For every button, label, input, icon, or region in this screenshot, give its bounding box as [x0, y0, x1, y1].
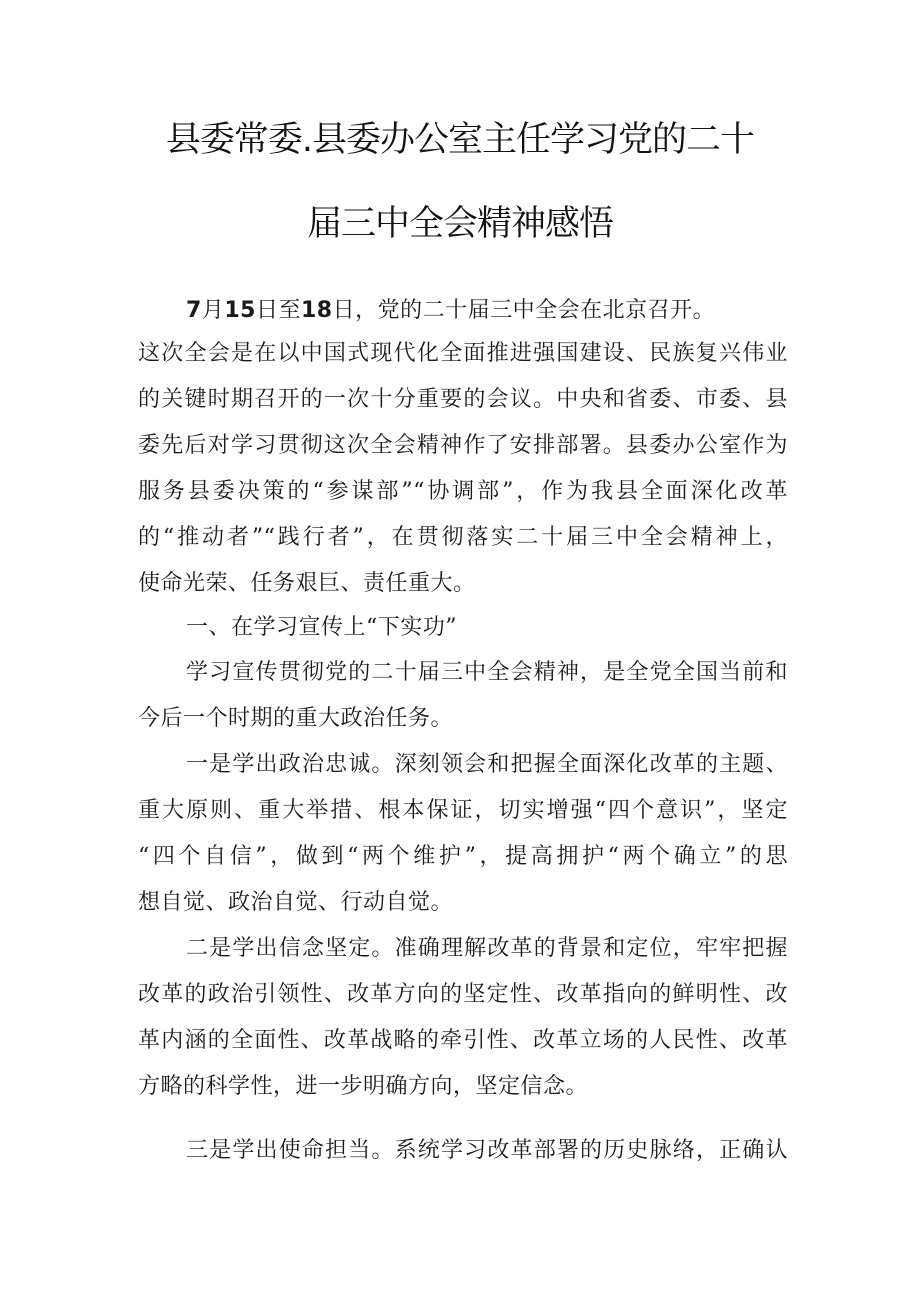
paragraph-1-line-7: 使命光荣、任务艰巨、责任重大。 — [138, 571, 476, 596]
document-title-line-1: 县委常委.县委办公室主任学习党的二十 — [165, 120, 755, 160]
paragraph-3-line-3: “四个自信”，做到“两个维护”，提高拥护“两个确立”的思 — [138, 844, 788, 869]
paragraph-4-line-2: 改革的政治引领性、改革方向的坚定性、改革指向的鲜明性、改 — [138, 982, 788, 1007]
section-heading-1: 一、在学习宣传上“下实功” — [186, 615, 457, 640]
paragraph-1-line-1 — [186, 296, 715, 326]
paragraph-3-line-1: 一是学出政治忠诚。深刻领会和把握全面深化改革的主题、 — [186, 752, 788, 777]
paragraph-1-line-6: 的“推动者”“践行者”，在贯彻落实二十届三中全会精神上， — [138, 525, 788, 550]
paragraph-3-line-4: 想自觉、政治自觉、行动自觉。 — [138, 890, 454, 915]
paragraph-1-line-2: 这次全会是在以中国式现代化全面推进强国建设、民族复兴伟业 — [138, 341, 788, 366]
text-segment: 月 — [201, 298, 225, 323]
date-end-day: 18 — [300, 298, 333, 323]
paragraph-1-line-3: 的关键时期召开的一次十分重要的会议。中央和省委、市委、县 — [138, 387, 788, 412]
paragraph-2-line-2: 今后一个时期的重大政治任务。 — [138, 706, 454, 731]
paragraph-4-line-4: 方略的科学性，进一步明确方向，坚定信念。 — [138, 1074, 589, 1099]
paragraph-5-line-1: 三是学出使命担当。系统学习改革部署的历史脉络，正确认 — [186, 1138, 788, 1163]
document-title-line-2: 届三中全会精神感悟 — [306, 204, 613, 244]
paragraph-4-line-1: 二是学出信念坚定。准确理解改革的背景和定位，牢牢把握 — [186, 936, 788, 961]
paragraph-3-line-2: 重大原则、重大举措、根本保证，切实增强“四个意识”，坚定 — [138, 798, 788, 823]
paragraph-1-line-4: 委先后对学习贯彻这次全会精神作了安排部署。县委办公室作为 — [138, 433, 788, 458]
text-segment: 日，党的二十届三中全会在北京召开。 — [332, 298, 716, 323]
date-start-day: 15 — [224, 298, 256, 323]
paragraph-1-line-5: 服务县委决策的“参谋部”“协调部”，作为我县全面深化改革 — [138, 479, 788, 504]
date-month: 7 — [186, 298, 202, 323]
paragraph-4-line-3: 革内涵的全面性、改革战略的牵引性、改革立场的人民性、改革 — [138, 1028, 788, 1053]
paragraph-2-line-1: 学习宣传贯彻党的二十届三中全会精神，是全党全国当前和 — [186, 660, 788, 685]
text-segment: 日至 — [255, 298, 301, 323]
